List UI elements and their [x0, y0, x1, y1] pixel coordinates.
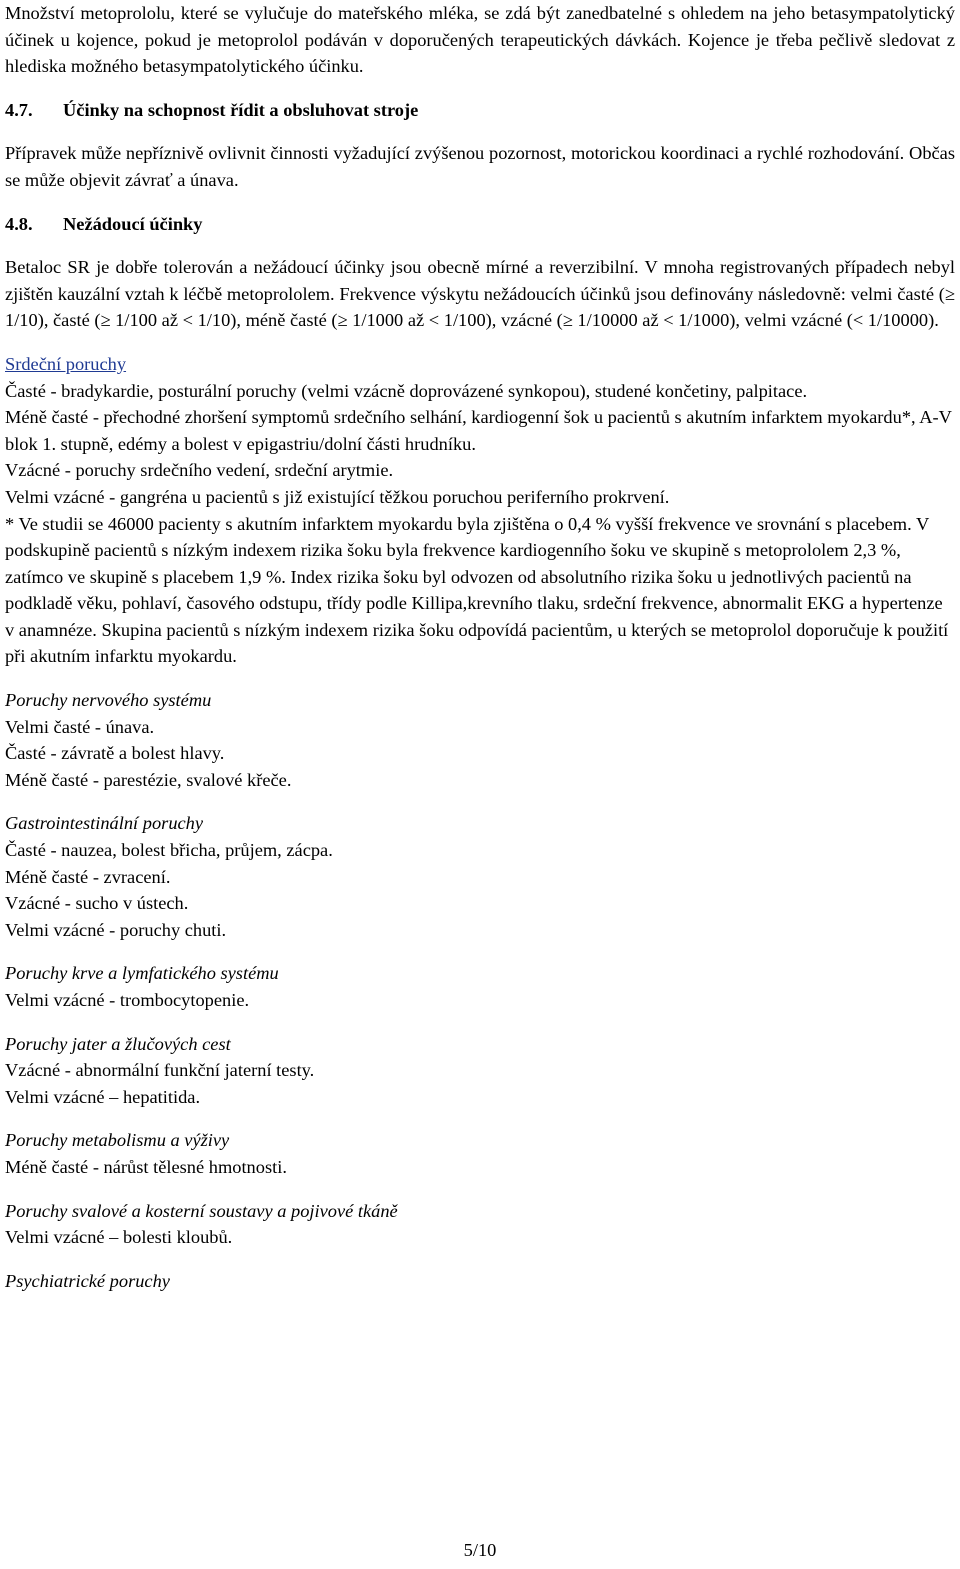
page-number: 5/10 — [463, 1540, 497, 1560]
category-heading-metabolism: Poruchy metabolismu a výživy — [5, 1130, 230, 1151]
blood-line: Velmi vzácné - trombocytopenie. — [5, 990, 250, 1010]
gastro-line: Velmi vzácné - poruchy chuti. — [5, 919, 227, 940]
section-number: 4.8. — [5, 213, 33, 234]
cardiac-line: Velmi vzácné - gangréna u pacientů s již existující těžkou poruchou periferního prokrvení. — [5, 486, 670, 507]
category-heading-musculo: Poruchy svalové a kosterní soustavy a pojivové tkáně — [5, 1200, 398, 1221]
section-title: Nežádoucí účinky — [63, 213, 203, 234]
intro-paragraph: Množství metoprololu, které se vylučuje do mateřského mléka, se zdá být zanedbatelné s ohledem na jeho betasympatolytický účinek u kojence, pokud je metoprolol podáván v doporučených terapeutických dávkách. Kojence je třeba pečlivě sledovat z hlediska možného betasympatolytického účinku. — [5, 3, 955, 77]
category-heading-psych: Psychiatrické poruchy — [5, 1270, 170, 1291]
category-heading-cardiac: Srdeční poruchy — [5, 353, 127, 374]
section-4-7-text: Přípravek může nepříznivě ovlivnit činnosti vyžadující zvýšenou pozornost, motorickou koordinaci a rychlé rozhodování. Občas se může objevit závrať a únava. — [5, 143, 955, 190]
section-4-8-text: Betaloc SR je dobře tolerován a nežádoucí účinky jsou obecně mírné a reverzibilní. V mnoha registrovaných případech nebyl zjištěn kauzální vztah k léčbě metoprololem. Frekvence výskytu nežádoucích účinků jsou definovány následovně: velmi časté (≥ 1/10), časté (≥ 1/100 až < 1/10), méně časté (≥ 1/1000 až < 1/100), vzácné (≥ 1/10000 až < 1/1000), velmi vzácné (< 1/10000). — [5, 257, 955, 331]
gastro-line: Vzácné - sucho v ústech. — [5, 893, 189, 914]
liver-line: Velmi vzácné – hepatitida. — [5, 1086, 201, 1107]
cardiac-line: Časté - bradykardie, posturální poruchy (velmi vzácně doprovázené synkopou), studené končetiny, palpitace. — [5, 380, 808, 401]
cardiac-line: Méně časté - přechodné zhoršení symptomů srdečního selhání, kardiogenní šok u pacientů s akutním infarktem myokardu*, A-V blok 1. stupně, edémy a bolest v epigastriu/dolní části hrudníku. — [5, 407, 952, 454]
nervous-line: Méně časté - parestézie, svalové křeče. — [5, 769, 292, 790]
gastro-line: Méně časté - zvracení. — [5, 866, 171, 887]
musculo-line: Velmi vzácné – bolesti kloubů. — [5, 1227, 233, 1248]
category-heading-nervous: Poruchy nervového systému — [5, 690, 212, 711]
category-heading-liver: Poruchy jater a žlučových cest — [5, 1033, 231, 1054]
document-page — [5, 0, 955, 1294]
nervous-line: Časté - závratě a bolest hlavy. — [5, 743, 225, 764]
section-number: 4.7. — [5, 99, 33, 120]
cardiac-footnote: * Ve studii se 46000 pacienty s akutním infarktem myokardu byla zjištěna o 0,4 % vyšší frekvence ve srovnání s placebem. V podskupině pacientů s nízkým indexem rizika šoku byla frekvence kardiogenního šoku ve skupině s metoprololem 2,3 %, zatímco ve skupině s placebem 1,9 %. Index rizika šoku byl odvozen od absolutního rizika šoku u jednotlivých pacientů na podkladě věku, pohlaví, časového odstupu, třídy podle Killipa,krevního tlaku, srdeční frekvence, abnormalit EKG a hypertenze v anamnéze. Skupina pacientů s nízkým indexem rizika šoku odpovídá pacientům, u kterých se metoprolol doporučuje k použití při akutním infarktu myokardu. — [5, 513, 949, 667]
section-heading-4-8 — [5, 211, 955, 238]
cardiac-line: Vzácné - poruchy srdečního vedení, srdeční arytmie. — [5, 460, 394, 481]
gastro-line: Časté - nauzea, bolest břicha, průjem, zácpa. — [5, 840, 333, 861]
section-title: Účinky na schopnost řídit a obsluhovat stroje — [63, 99, 419, 120]
metabolism-line: Méně časté - nárůst tělesné hmotnosti. — [5, 1156, 287, 1177]
category-heading-blood: Poruchy krve a lymfatického systému — [5, 963, 279, 984]
category-heading-gastro: Gastrointestinální poruchy — [5, 813, 204, 834]
section-heading-4-7 — [5, 97, 955, 124]
nervous-line: Velmi časté - únava. — [5, 716, 155, 737]
liver-line: Vzácné - abnormální funkční jaterní testy. — [5, 1060, 315, 1081]
